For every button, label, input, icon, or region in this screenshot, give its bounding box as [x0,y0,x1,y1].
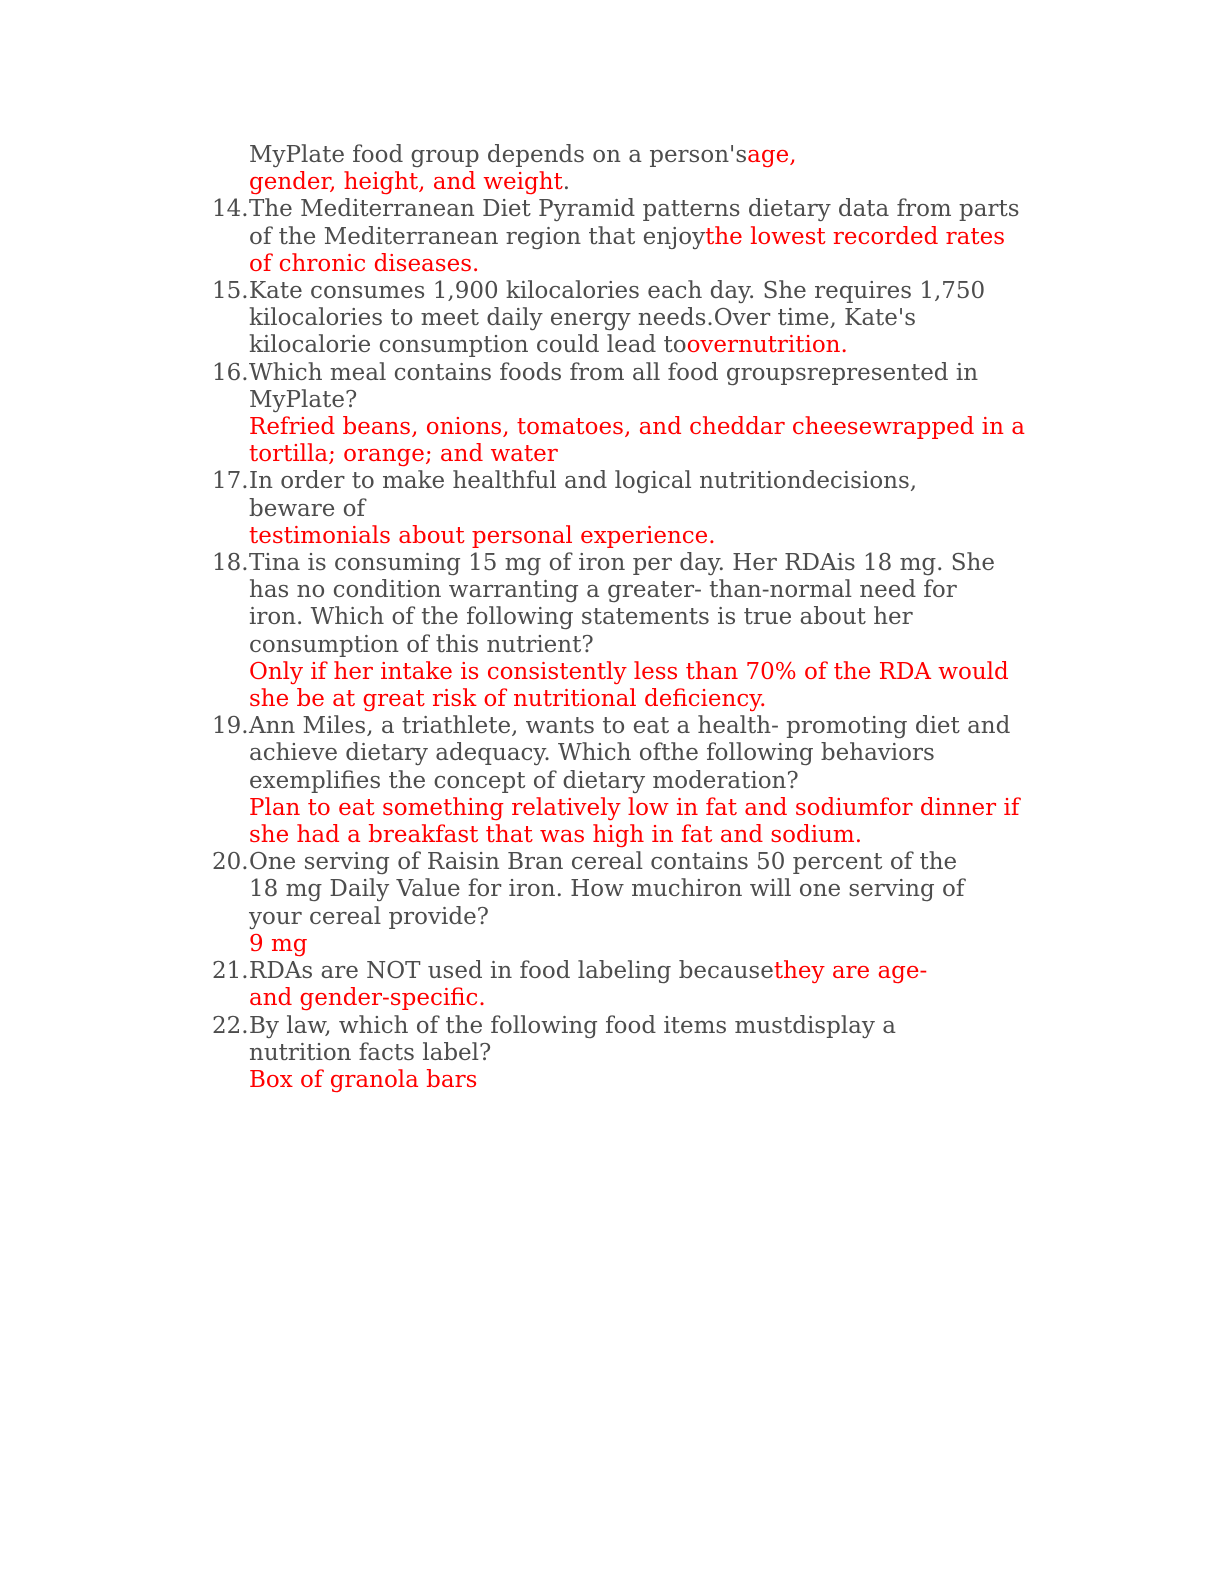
question-number: 14. [212,196,249,223]
question-number: 21. [212,958,249,985]
question-number: 22. [212,1012,249,1039]
question-number: 15. [212,278,249,305]
question-15-line-1 [212,278,1032,305]
answer-text: overnutrition. [686,332,848,359]
question-text: consumption of this nutrient? [249,631,594,658]
question-21-line-1 [212,958,1032,985]
question-21-line-2 [212,985,1032,1012]
question-18-line-6 [212,686,1032,713]
answer-text: of chronic diseases. [249,250,480,277]
question-number: 20. [212,849,249,876]
question-14-line-2 [212,224,1032,251]
question-list [212,142,1032,1094]
question-19-line-1 [212,713,1032,740]
answer-text: Only if her intake is consistently less than 70% of the RDA would [249,658,1009,685]
question-text: Tina is consuming 15 mg of iron per day. Her RDAis 18 mg. She [249,550,995,577]
question-16-line-4 [212,441,1032,468]
question-17-line-2 [212,496,1032,523]
question-text: RDAs are NOT used in food labeling because [249,958,774,985]
answer-text: they are age- [773,958,928,985]
answer-text: she had a breakfast that was high in fat and sodium. [249,822,863,849]
question-text: beware of [249,495,366,522]
question-16-line-2 [212,387,1032,414]
answer-text: age, [747,142,797,168]
answer-text: testimonials about personal experience. [249,522,716,549]
question-20-line-1 [212,849,1032,876]
answer-text: the lowest recorded rates [705,223,1005,250]
question-text: kilocalorie consumption could lead to [249,332,687,359]
question-text: The Mediterranean Diet Pyramid patterns dietary data from parts [249,196,1020,223]
answer-text: she be at great risk of nutritional deficiency. [249,686,767,713]
question-text: iron. Which of the following statements is true about her [249,604,913,631]
question-18-line-5 [212,659,1032,686]
answer-text: 9 mg [249,930,308,957]
question-number: 18. [212,550,249,577]
question-text: nutrition facts label? [249,1039,492,1066]
question-14-line-1 [212,196,1032,223]
question-20-line-4 [212,931,1032,958]
question-text: . [562,169,571,196]
answer-text: tortilla; orange; and water [249,441,558,468]
question-text: One serving of Raisin Bran cereal contains 50 percent of the [249,849,958,876]
question-17-line-3 [212,523,1032,550]
question-20-line-3 [212,904,1032,931]
question-16-line-3 [212,414,1032,441]
question-text: In order to make healthful and logical nutritiondecisions, [249,468,918,495]
question-text: Which meal contains foods from all food groupsrepresented in [249,359,979,386]
answer-text: and gender-specific. [249,985,486,1012]
question-text: of the Mediterranean region that enjoy [249,223,706,250]
question-number: 17. [212,468,249,495]
question-20-line-2 [212,876,1032,903]
question-19-line-5 [212,822,1032,849]
question-19-line-4 [212,795,1032,822]
question-text: Ann Miles, a triathlete, wants to eat a health- promoting diet and [249,713,1011,740]
question-15-line-2 [212,305,1032,332]
answer-text: Plan to eat something relatively low in fat and sodiumfor dinner if [249,794,1020,821]
question-number: 16. [212,359,249,386]
answer-text: gender, height, and weight [249,169,563,196]
answer-text: Box of granola bars [249,1066,478,1093]
question-text: MyPlate food group depends on a person's [249,142,748,168]
question-16-line-1 [212,360,1032,387]
question-18-line-2 [212,577,1032,604]
question-number: 19. [212,713,249,740]
question-19-line-3 [212,768,1032,795]
question-text: exemplifies the concept of dietary moderation? [249,767,799,794]
question-text: your cereal provide? [249,903,490,930]
question-22-line-1 [212,1013,1032,1040]
question-13-line-2 [212,169,1032,196]
question-text: kilocalories to meet daily energy needs.Over time, Kate's [249,305,917,332]
question-text: has no condition warranting a greater- than-normal need for [249,577,957,604]
question-text: By law, which of the following food items mustdisplay a [249,1012,896,1039]
question-text: achieve dietary adequacy. Which ofthe following behaviors [249,740,935,767]
question-18-line-4 [212,632,1032,659]
question-15-line-3 [212,332,1032,359]
question-17-line-1 [212,468,1032,495]
question-18-line-3 [212,604,1032,631]
question-text: MyPlate? [249,386,358,413]
question-13-line-1 [212,142,1032,169]
question-22-line-3 [212,1067,1032,1094]
question-text: 18 mg Daily Value for iron. How muchiron will one serving of [249,876,965,903]
question-text: Kate consumes 1,900 kilocalories each day. She requires 1,750 [249,278,986,305]
answer-text: Refried beans, onions, tomatoes, and cheddar cheesewrapped in a [249,414,1025,441]
question-18-line-1 [212,550,1032,577]
question-22-line-2 [212,1040,1032,1067]
question-14-line-3 [212,251,1032,278]
question-19-line-2 [212,740,1032,767]
